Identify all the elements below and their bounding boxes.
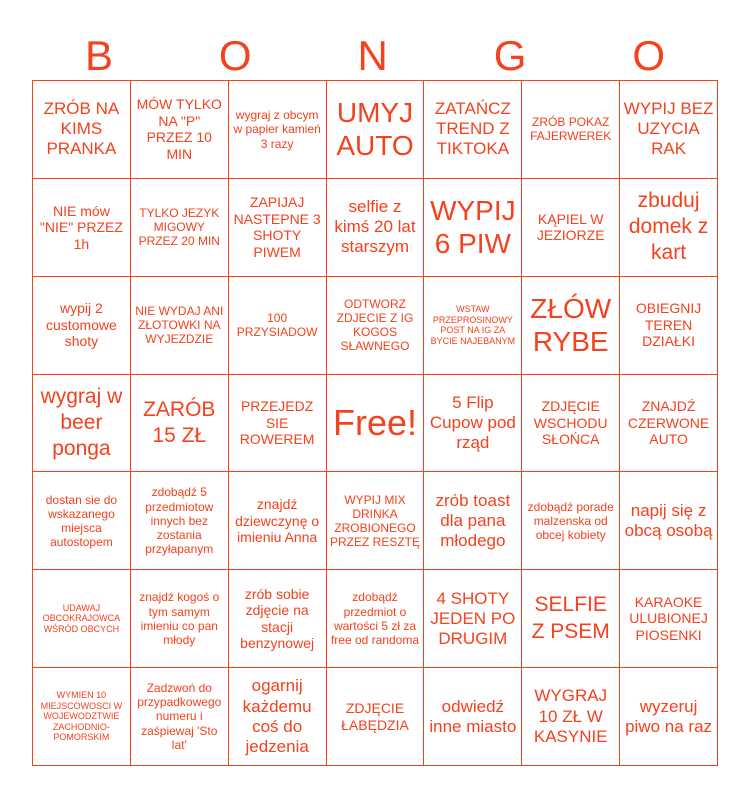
bingo-cell[interactable]: selfie z kimś 20 lat starszym	[327, 179, 425, 277]
bingo-cell[interactable]: WYPIJ MIX DRINKA ZROBIONEGO PRZEZ RESZTĘ	[327, 472, 425, 570]
bingo-cell[interactable]: OBIEGNIJ TEREN DZIAŁKI	[620, 277, 718, 375]
bingo-cell[interactable]: wypij 2 customowe shoty	[33, 277, 131, 375]
bingo-cell[interactable]: KARAOKE ULUBIONEJ PIOSENKI	[620, 570, 718, 668]
bingo-cell[interactable]: odwiedź inne miasto	[424, 668, 522, 766]
bingo-cell[interactable]: zdobądź porade malzenska od obcej kobiety	[522, 472, 620, 570]
bingo-cell[interactable]: NIE mów "NIE" PRZEZ 1h	[33, 179, 131, 277]
bingo-cell[interactable]: dostan sie do wskazanego miejsca autostopem	[33, 472, 131, 570]
bingo-cell[interactable]: WYGRAJ 10 ZŁ W KASYNIE	[522, 668, 620, 766]
bingo-cell[interactable]: Zadzwoń do przypadkowego numeru i zaśpiewaj 'Sto lat'	[131, 668, 229, 766]
bingo-cell[interactable]: zrób sobie zdjęcie na stacji benzynowej	[229, 570, 327, 668]
bingo-cell[interactable]: ZNAJDŹ CZERWONE AUTO	[620, 375, 718, 473]
title-letter-o: O	[218, 32, 252, 79]
bingo-cell[interactable]: wyzeruj piwo na raz	[620, 668, 718, 766]
bingo-cell[interactable]: 5 Flip Cupow pod rząd	[424, 375, 522, 473]
bingo-cell[interactable]: zbuduj domek z kart	[620, 179, 718, 277]
bingo-cell[interactable]: MÓW TYLKO NA "P" PRZEZ 10 MIN	[131, 81, 229, 179]
title-letter-g: G	[493, 32, 527, 79]
bingo-cell[interactable]: zrób toast dla pana młodego	[424, 472, 522, 570]
bingo-cell[interactable]: ZARÓB 15 ZŁ	[131, 375, 229, 473]
bingo-cell[interactable]: znajdź dziewczynę o imieniu Anna	[229, 472, 327, 570]
bingo-cell[interactable]: ZRÓB POKAZ FAJERWEREK	[522, 81, 620, 179]
bingo-cell[interactable]: PRZEJEDZ SIE ROWEREM	[229, 375, 327, 473]
bingo-cell[interactable]: wygraj w beer ponga	[33, 375, 131, 473]
bingo-board	[32, 80, 718, 766]
title-letter-n: N	[357, 32, 388, 79]
bingo-cell[interactable]: WSTAW PRZEPROSINOWY POST NA IG ZA BYCIE NAJEBANYM	[424, 277, 522, 375]
bingo-cell[interactable]: UMYJ AUTO	[327, 81, 425, 179]
bingo-cell[interactable]: 4 SHOTY JEDEN PO DRUGIM	[424, 570, 522, 668]
bingo-cell[interactable]: NIE WYDAJ ANI ZŁOTOWKI NA WYJEZDZIE	[131, 277, 229, 375]
bingo-cell[interactable]: 100 PRZYSIADOW	[229, 277, 327, 375]
free-cell[interactable]: Free!	[327, 375, 425, 473]
bingo-cell[interactable]: ZŁÓW RYBE	[522, 277, 620, 375]
bingo-cell[interactable]: ZDJĘCIE WSCHODU SŁOŃCA	[522, 375, 620, 473]
bingo-cell[interactable]: zdobądź 5 przedmiotow innych bez zostania przyłapanym	[131, 472, 229, 570]
title-letter-b: B	[84, 32, 113, 79]
bingo-cell[interactable]: WYPIJ 6 PIW	[424, 179, 522, 277]
bingo-cell[interactable]: ogarnij każdemu coś do jedzenia	[229, 668, 327, 766]
bingo-cell[interactable]: ZAPIJAJ NASTEPNE 3 SHOTY PIWEM	[229, 179, 327, 277]
bingo-cell[interactable]: TYLKO JEZYK MIGOWY PRZEZ 20 MIN	[131, 179, 229, 277]
bingo-cell[interactable]: WYPIJ BEZ UZYCIA RAK	[620, 81, 718, 179]
bingo-cell[interactable]: WYMIEN 10 MIEJSCOWOSCI W WOJEWODZTWIE ZACHODNIO-POMORSKIM	[33, 668, 131, 766]
bingo-title	[32, 30, 718, 82]
bingo-cell[interactable]: ZRÓB NA KIMS PRANKA	[33, 81, 131, 179]
title-letter-o-2: O	[632, 32, 666, 79]
bingo-cell[interactable]: ZATAŃCZ TREND Z TIKTOKA	[424, 81, 522, 179]
bingo-cell[interactable]: zdobądź przedmiot o wartości 5 zł za free od randoma	[327, 570, 425, 668]
bingo-cell[interactable]: ZDJĘCIE ŁABĘDZIA	[327, 668, 425, 766]
bingo-cell[interactable]: KĄPIEL W JEZIORZE	[522, 179, 620, 277]
bingo-cell[interactable]: SELFIE Z PSEM	[522, 570, 620, 668]
bingo-cell[interactable]: napij się z obcą osobą	[620, 472, 718, 570]
bingo-cell[interactable]: ODTWORZ ZDJECIE Z IG KOGOS SŁAWNEGO	[327, 277, 425, 375]
bingo-cell[interactable]: znajdź kogoś o tym samym imieniu co pan młody	[131, 570, 229, 668]
bingo-cell[interactable]: wygraj z obcym w papier kamień 3 razy	[229, 81, 327, 179]
bingo-cell[interactable]: UDAWAJ OBCOKRAJOWCA WŚRÓD OBCYCH	[33, 570, 131, 668]
